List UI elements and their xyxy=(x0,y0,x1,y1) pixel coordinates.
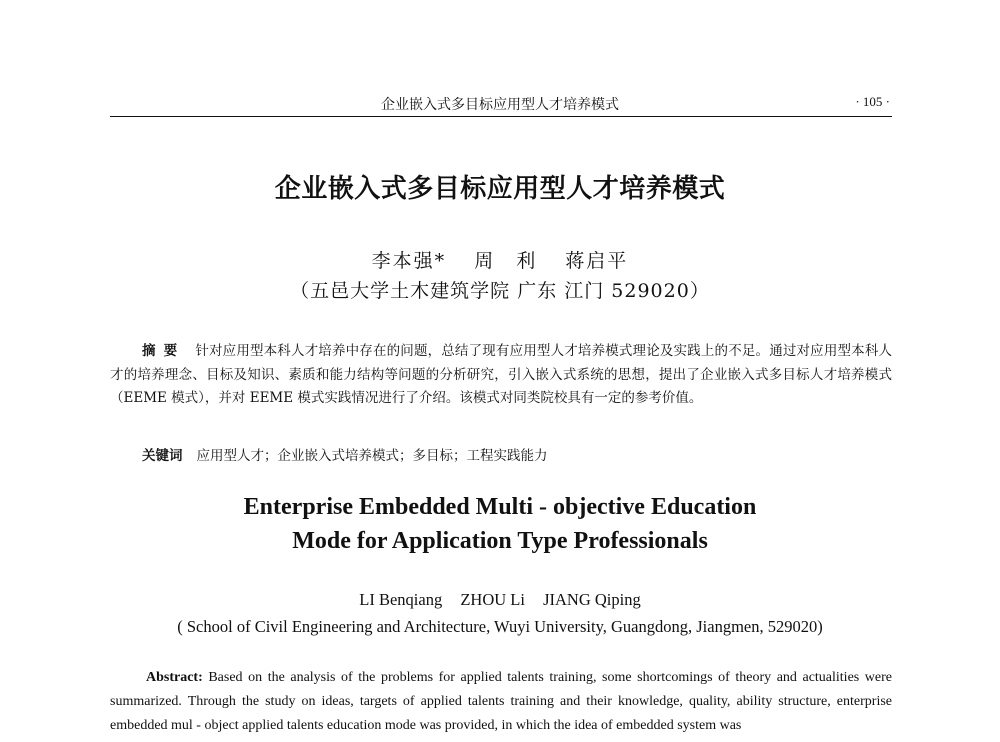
author-en: LI Benqiang xyxy=(359,590,443,609)
author-en: JIANG Qiping xyxy=(543,590,641,609)
paper-title-en xyxy=(0,490,1000,558)
abstract-en-label: Abstract: xyxy=(146,670,203,685)
paper-title-cn: 企业嵌入式多目标应用型人才培养模式 xyxy=(274,174,726,204)
author-cn: 李本强* xyxy=(371,250,447,272)
running-title: 企业嵌入式多目标应用型人才培养模式 xyxy=(381,97,619,113)
abstract-cn-text: 针对应用型本科人才培养中存在的问题，总结了现有应用型人才培养模式理论及实践上的不足。通过对应用型本科人才的培养理念、目标及知识、素质和能力结构等问题的分析研究，引入嵌入式系统的思想，提出了企业嵌入式多目标人才培养模式（EEME 模式），并对 EEME 模式实践情况进行了介绍。该模式对同类院校具有一定的参考价值。 xyxy=(110,343,892,406)
affiliation-cn: （五邑大学土木建筑学院 广东 江门 529020） xyxy=(290,280,710,302)
running-head xyxy=(110,92,890,116)
page-number: · 105 · xyxy=(855,94,890,109)
abstract-cn xyxy=(110,340,892,411)
keywords-cn-label: 关键词 xyxy=(142,448,183,464)
keywords-cn-text: 应用型人才；企业嵌入式培养模式；多目标；工程实践能力 xyxy=(196,448,548,464)
authors-cn xyxy=(0,246,1000,273)
keywords-cn xyxy=(142,444,892,464)
header-rule xyxy=(110,116,892,117)
author-en: ZHOU Li xyxy=(460,590,525,609)
author-cn: 蒋启平 xyxy=(565,250,629,272)
abstract-en xyxy=(110,666,892,738)
affiliation-en: ( School of Civil Engineering and Architecture, Wuyi University, Guangdong, Jiangmen, 529020) xyxy=(177,617,823,636)
author-cn: 周 利 xyxy=(474,250,538,272)
authors-en xyxy=(0,590,1000,610)
paper-title-en-line2: Mode for Application Type Professionals xyxy=(292,528,708,554)
abstract-en-text: Based on the analysis of the problems for applied talents training, some shortcomings of theory and actualities were summarized. Through the study on ideas, targets of applied talents training and their knowledge, quality, ability structure, enterprise embedded mul - object applied talents education mode was provided, in which the idea of embedded system was xyxy=(110,670,893,733)
paper-title-en-line1: Enterprise Embedded Multi - objective Education xyxy=(243,494,757,520)
abstract-cn-label: 摘要 xyxy=(142,343,186,359)
